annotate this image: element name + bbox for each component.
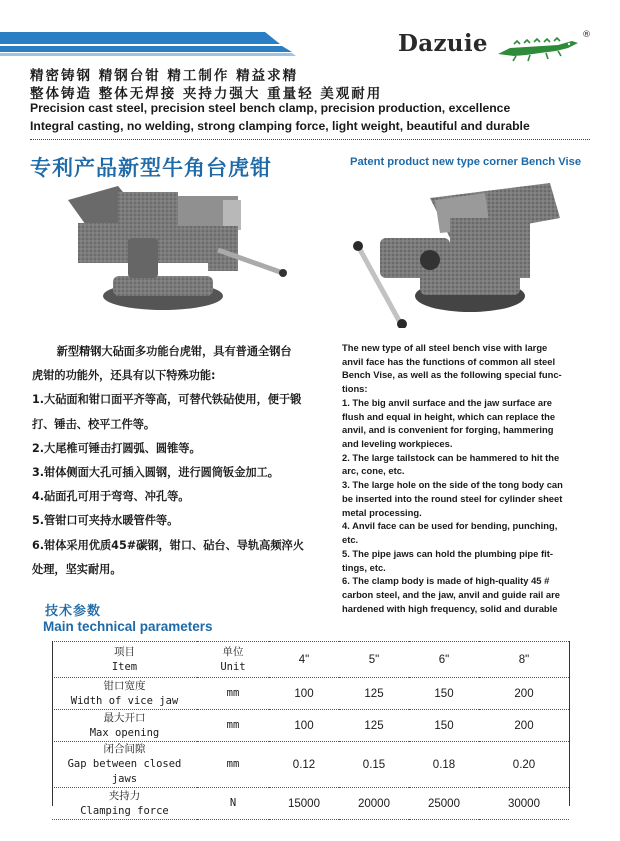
slogan-en-2: Integral casting, no welding, strong clamping force, light weight, beautiful and durable	[30, 119, 530, 133]
header-size: 6"	[409, 642, 479, 678]
row-label: 闭合间隙 Gap between closed jaws	[52, 742, 197, 788]
desc-cn-item-1a: 1.大砧面和钳口面平齐等高，可替代铁砧使用，便于锻	[32, 393, 302, 407]
row-value: 30000	[479, 788, 569, 820]
params-title-en: Main technical parameters	[43, 619, 213, 634]
desc-en-line: tings, etc.	[342, 561, 386, 573]
desc-cn-item-3: 3.钳体侧面大孔可插入圆钢，进行圆筒钣金加工。	[32, 466, 279, 480]
params-title-cn: 技术参数	[45, 604, 102, 619]
desc-en-line: etc.	[342, 534, 359, 546]
desc-cn-item-5: 5.管钳口可夹持水暖管件等。	[32, 514, 179, 528]
row-value: 125	[339, 678, 409, 710]
table-right-border	[569, 641, 570, 806]
desc-en-line: 1. The big anvil surface and the jaw surface are	[342, 396, 552, 408]
desc-en-line: arc, cone, etc.	[342, 465, 405, 477]
desc-en-line: flush and equal in height, which can replace the	[342, 410, 556, 422]
desc-en-line: The new type of all steel bench vise with large	[342, 342, 548, 353]
row-value: 150	[409, 710, 479, 742]
product-title-en: Patent product new type corner Bench Vise	[350, 156, 582, 168]
header-size: 5"	[339, 642, 409, 678]
row-unit: mm	[197, 710, 269, 742]
row-label: 钳口宽度 Width of vice jaw	[52, 678, 197, 710]
row-label: 夹持力 Clamping force	[52, 788, 197, 820]
row-value: 15000	[269, 788, 339, 820]
slogan-en-1: Precision cast steel, precision steel bench clamp, precision production, excellence	[30, 101, 511, 115]
desc-cn-item-1b: 打、锤击、校平工件等。	[32, 417, 156, 431]
desc-en-line: carbon steel, and the jaw, anvil and guide rail are	[342, 588, 560, 600]
header-unit-cell: 单位 Unit	[197, 642, 269, 678]
row-value: 100	[269, 710, 339, 742]
desc-cn-item-4: 4.砧面孔可用于弯弯、冲孔等。	[32, 490, 190, 504]
header-item-cell: 项目 Item	[52, 642, 197, 678]
bench-vise-photo-angle	[340, 178, 590, 328]
desc-en-line: 6. The clamp body is made of high-quality 45 #	[342, 575, 550, 587]
desc-en-line: be inserted into the round steel for cylinder sheet	[342, 492, 563, 504]
row-value: 20000	[339, 788, 409, 820]
desc-en-line: 3. The large hole on the side of the tong body can	[342, 479, 563, 491]
desc-cn-intro-1: 新型精钢大砧面多功能台虎钳，具有普通全钢台	[56, 345, 292, 358]
description-en	[342, 341, 592, 615]
row-value: 200	[479, 710, 569, 742]
desc-en-line: 4. Anvil face can be used for bending, punching,	[342, 520, 558, 532]
crocodile-logo-icon	[496, 36, 580, 62]
desc-en-line: 5. The pipe jaws can hold the plumbing pipe fit-	[342, 547, 553, 559]
row-value: 150	[409, 678, 479, 710]
desc-en-line: anvil, and is convenient for forging, hammering	[342, 424, 554, 436]
table-row	[52, 710, 569, 742]
desc-cn-item-6a: 6.钳体采用优质45#碳钢，钳口、砧台、导轨高频淬火	[32, 538, 304, 552]
table-left-border	[52, 641, 53, 806]
row-value: 0.15	[339, 742, 409, 788]
table-header-row	[52, 642, 569, 678]
row-value: 125	[339, 710, 409, 742]
header-size: 4"	[269, 642, 339, 678]
table-row	[52, 788, 569, 820]
divider	[30, 139, 590, 140]
desc-en-line: 2. The large tailstock can be hammered to hit the	[342, 451, 560, 463]
desc-en-line: metal processing.	[342, 506, 422, 518]
table-row	[52, 678, 569, 710]
row-value: 0.20	[479, 742, 569, 788]
desc-en-line: and leveling workpieces.	[342, 438, 453, 450]
slogan-cn-2: 整体铸造 整体无焊接 夹持力强大 重量轻 美观耐用	[30, 86, 383, 102]
desc-en-line: tions:	[342, 383, 368, 395]
desc-en-line: hardened with high frequency, solid and durable	[342, 602, 558, 614]
table-row	[52, 742, 569, 788]
desc-en-line: Bench Vise, as well as the following special func-	[342, 369, 562, 381]
description-cn	[32, 340, 334, 582]
row-unit: mm	[197, 678, 269, 710]
row-value: 100	[269, 678, 339, 710]
desc-cn-item-2: 2.大尾椎可锤击打圆弧、圆锥等。	[32, 441, 201, 455]
row-value: 0.18	[409, 742, 479, 788]
row-unit: mm	[197, 742, 269, 788]
desc-cn-intro-2: 虎钳的功能外，还具有以下特殊功能:	[32, 369, 216, 383]
row-label: 最大开口 Max opening	[52, 710, 197, 742]
product-title-cn: 专利产品新型牛角台虎钳	[30, 156, 272, 180]
row-value: 25000	[409, 788, 479, 820]
desc-en-line: anvil face has the functions of common all steel	[342, 355, 556, 367]
registered-mark: ®	[582, 30, 591, 40]
header-size: 8"	[479, 642, 569, 678]
brand-logo-text: Dazuie	[398, 30, 488, 57]
row-value: 200	[479, 678, 569, 710]
row-unit: N	[197, 788, 269, 820]
desc-cn-item-6b: 处理，坚实耐用。	[32, 562, 122, 576]
bench-vise-photo-front	[58, 178, 298, 318]
slogan-cn-1: 精密铸钢 精钢台钳 精工制作 精益求精	[30, 68, 299, 84]
row-value: 0.12	[269, 742, 339, 788]
params-table	[52, 641, 569, 820]
